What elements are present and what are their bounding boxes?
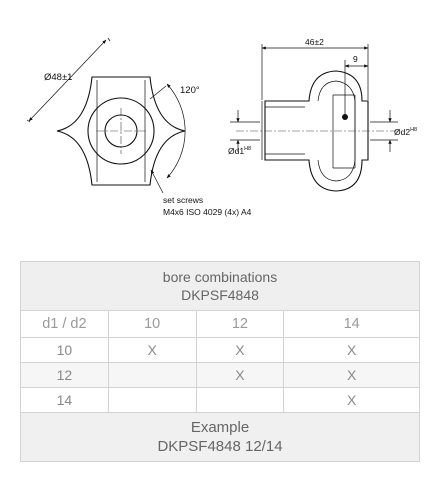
row-header: 14: [21, 388, 109, 413]
table-row: [21, 363, 420, 388]
d1-label: $Ød1^{H8}$: [228, 146, 252, 156]
dia-outer-label: Ø48±1: [44, 72, 73, 83]
corner-header: d1 / d2: [21, 311, 109, 338]
set-screws-label: set screws: [163, 195, 204, 205]
example-cell: [21, 413, 420, 462]
example-value: DKPSF4848 12/14: [157, 438, 283, 455]
table-cell: [108, 388, 196, 413]
table-cell: X: [196, 338, 284, 363]
side-view: [228, 37, 417, 191]
set-screws-spec: M4x6 ISO 4029 (4x) A4: [163, 207, 252, 217]
row-header: 12: [21, 363, 109, 388]
table-title-line2: DKPSF4848: [181, 287, 259, 303]
angle-arc: [167, 84, 185, 178]
table-cell: [196, 388, 284, 413]
table-row: [21, 338, 420, 363]
length-label: 46±2: [305, 37, 324, 47]
table-title: [21, 262, 420, 311]
set-screw-leader: [151, 170, 163, 193]
example-label: Example: [190, 419, 250, 436]
column-header: 10: [108, 311, 196, 338]
table-row: [21, 388, 420, 413]
row-header: 10: [21, 338, 109, 363]
column-header: 12: [196, 311, 284, 338]
bore-combinations-table: [20, 261, 420, 462]
d2-label: $Ød2^{H8}$: [394, 127, 418, 137]
table-cell: X: [284, 338, 420, 363]
table-cell: [108, 363, 196, 388]
column-header: 14: [284, 311, 420, 338]
table-cell: X: [108, 338, 196, 363]
front-view: [27, 38, 252, 217]
offset-label: 9: [353, 54, 358, 64]
table-title-line1: bore combinations: [162, 269, 278, 285]
set-screw-dot: [342, 114, 348, 120]
dia-ext-line-top: [108, 38, 110, 41]
table-cell: X: [284, 363, 420, 388]
table-cell: X: [196, 363, 284, 388]
table-cell: X: [284, 388, 420, 413]
angle-label: 120°: [180, 85, 200, 96]
